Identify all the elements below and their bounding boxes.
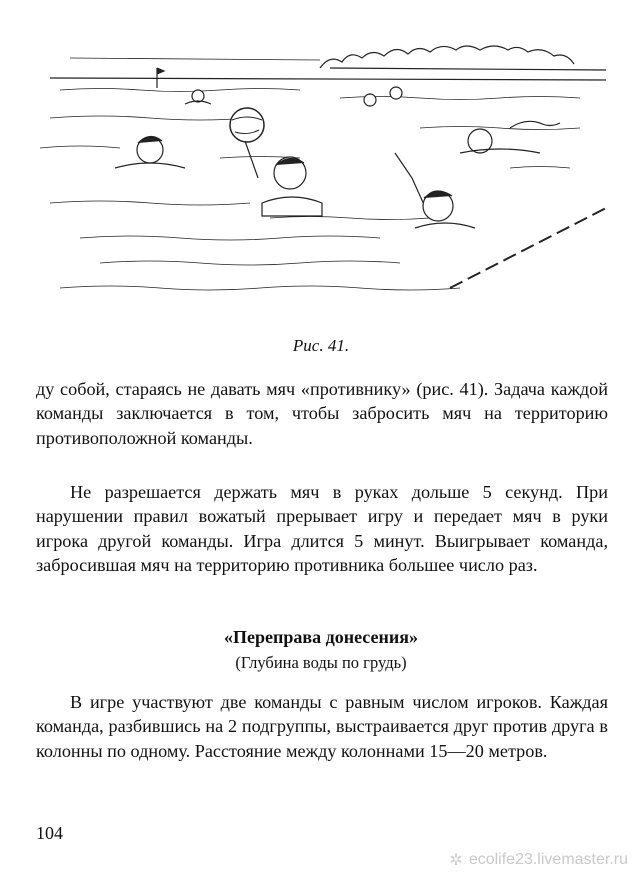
paragraph-2: Не разрешается держать мяч в руках дольше 5 секунд. При нарушении правил вожатый прерывает игру и передает мяч в руки игрока другой команды. Игра длится 5 минут. Выигрывает команда, забросившая мяч на территорию противника большее число раз. — [36, 482, 608, 575]
page-number: 104 — [36, 823, 63, 843]
watermark-text: ecolife23.livemaster.ru — [468, 851, 628, 868]
watermark — [449, 850, 628, 870]
gear-icon: ✲ — [449, 852, 463, 869]
section-body: В игре участвуют две команды с равным числом игроков. Каждая команда, разбившись на 2 подгруппы, выстраивается друг против друга в колонны по одному. Расстояние между колоннами 15—20 метров. — [36, 692, 608, 761]
paragraph-1: ду собой, стараясь не давать мяч «противнику» (рис. 41). Задача каждой команды заключается в том, чтобы забросить мяч на территорию противоположной команды. — [36, 379, 608, 448]
illustration — [40, 38, 606, 308]
swimming-illustration — [40, 38, 606, 308]
section-subtitle: (Глубина воды по грудь) — [235, 653, 407, 672]
section-title: «Переправа донесения» — [224, 627, 418, 647]
figure-caption: Рис. 41. — [292, 336, 350, 355]
